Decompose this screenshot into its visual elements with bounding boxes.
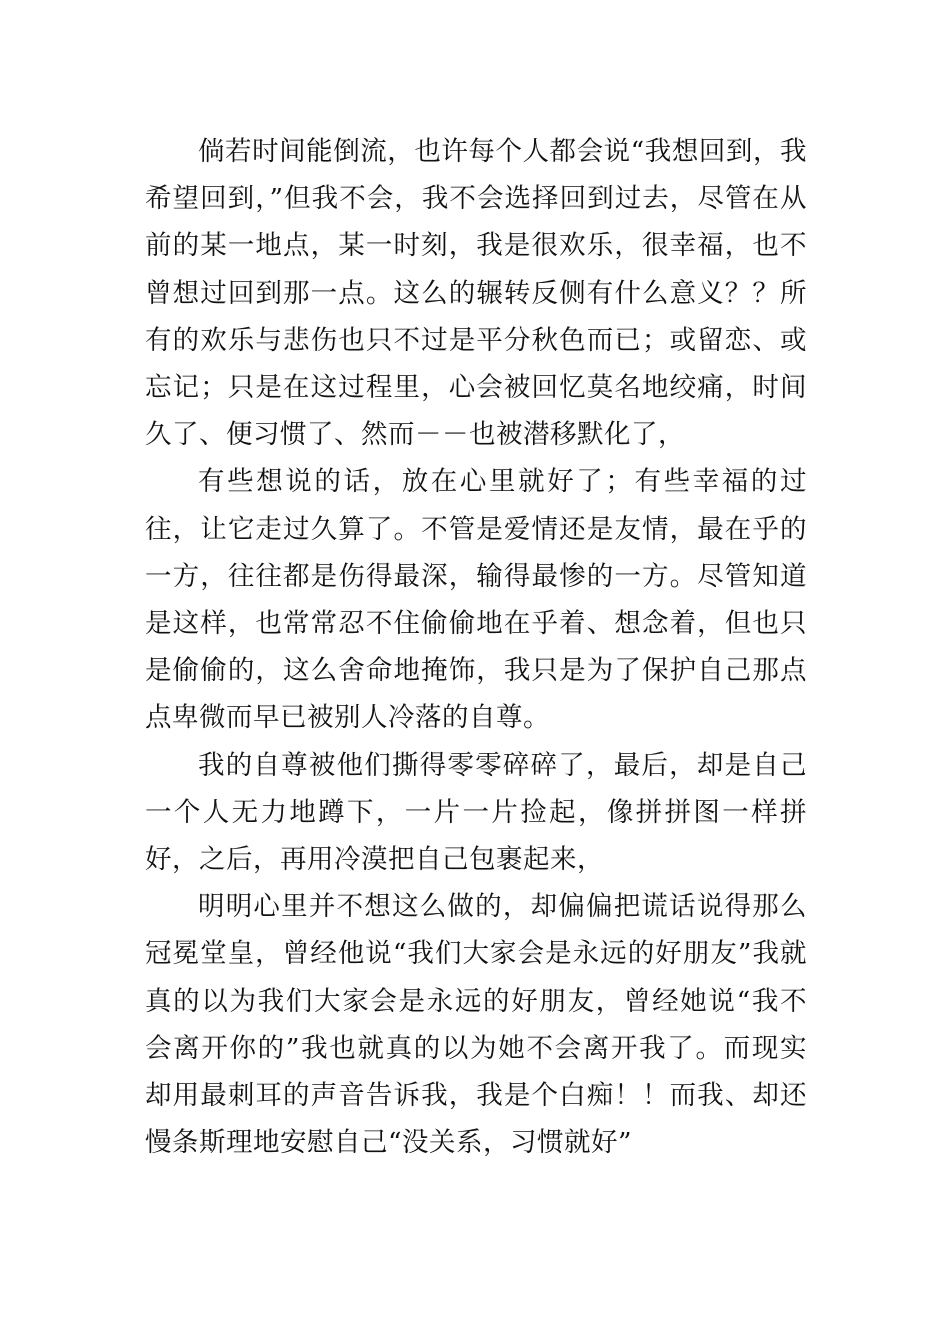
paragraph-3: 我的自尊被他们撕得零零碎碎了，最后，却是自己一个人无力地蹲下，一片一片捡起，像拼拼图一样拼好，之后，再用冷漠把自己包裹起来， <box>145 749 807 876</box>
paragraph-2: 有些想说的话，放在心里就好了；有些幸福的过往，让它走过久算了。不管是爱情还是友情，最在乎的一方，往往都是伤得最深，输得最惨的一方。尽管知道是这样，也常常忍不住偷偷地在乎着、想念着，但也只是偷偷的，这么舍命地掩饰，我只是为了保护自己那点点卑微而早已被别人冷落的自尊。 <box>145 466 807 734</box>
paragraph-4: 明明心里并不想这么做的，却偏偏把谎话说得那么冠冕堂皇，曾经他说“我们大家会是永远的好朋友”我就真的以为我们大家会是永远的好朋友，曾经她说“我不会离开你的”我也就真的以为她不会离开我了。而现实却用最刺耳的声音告诉我，我是个白痴！！而我、却还慢条斯理地安慰自己“没关系，习惯就好” <box>145 891 807 1159</box>
document-page <box>145 128 807 1166</box>
paragraph-1: 倘若时间能倒流，也许每个人都会说“我想回到，我希望回到，”但我不会，我不会选择回到过去，尽管在从前的某一地点，某一时刻，我是很欢乐，很幸福，也不曾想过回到那一点。这么的辗转反侧有什么意义？？所有的欢乐与悲伤也只不过是平分秋色而已；或留恋、或忘记；只是在这过程里，心会被回忆莫名地绞痛，时间久了、便习惯了、然而－－也被潜移默化了， <box>145 136 807 451</box>
